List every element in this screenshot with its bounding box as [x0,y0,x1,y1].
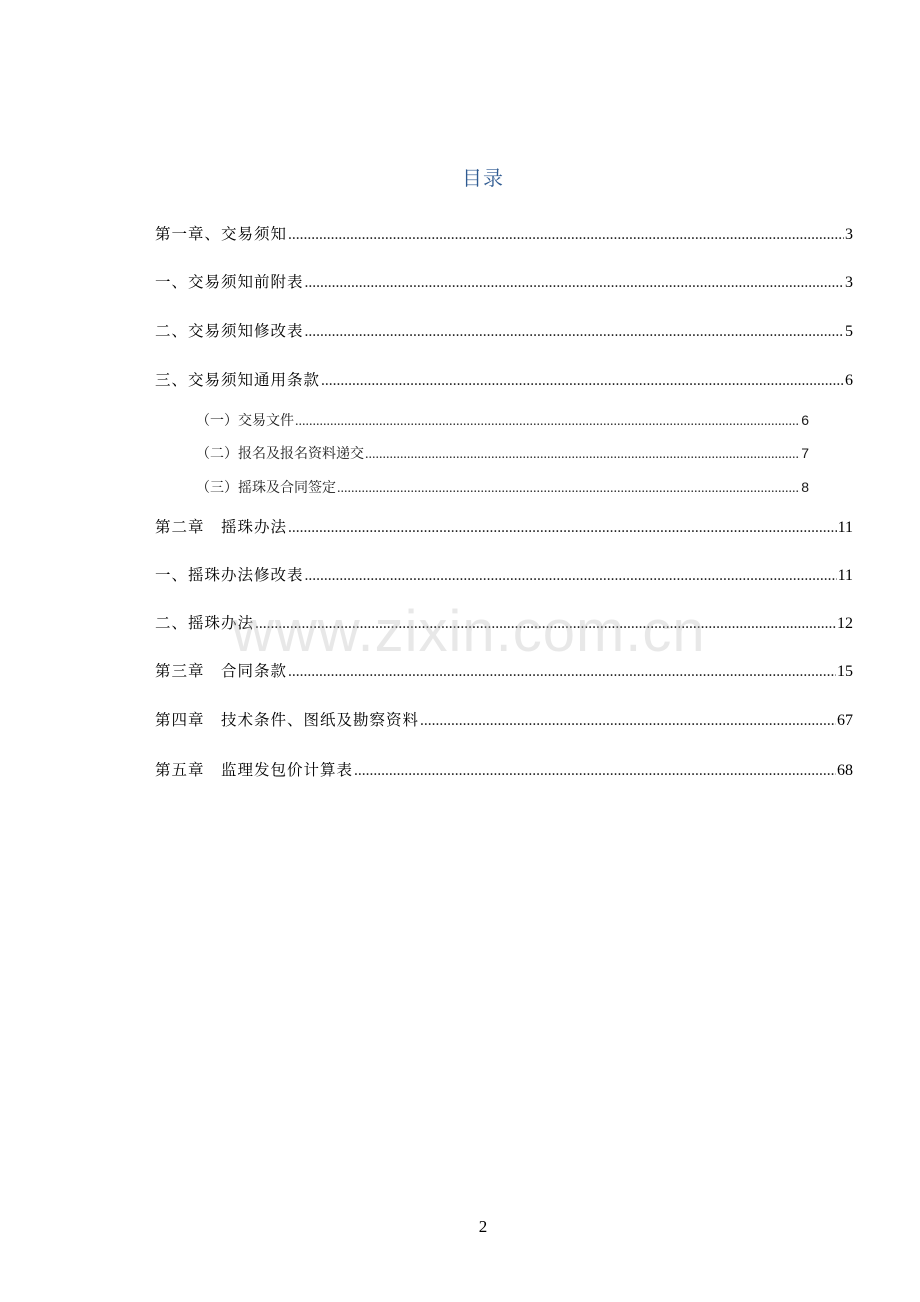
dot-leader [255,615,836,633]
toc-entry-label: （一）交易文件 [196,413,294,429]
toc-entry-label: 第二章 摇珠办法 [155,518,288,536]
toc-entry-label: 二、摇珠办法 [155,614,255,632]
watermark-text: www.zixin.com.cn [232,599,706,664]
toc-entry-label: 第五章 监理发包价计算表 [155,761,354,779]
toc-entry-page: 12 [837,615,853,632]
toc-entry-label: 第三章 合同条款 [155,662,288,680]
dot-leader [295,414,800,430]
dot-leader [288,663,836,681]
toc-subentry[interactable] [196,410,809,430]
dot-leader [305,323,844,341]
dot-leader [337,481,800,497]
toc-entry-page: 11 [837,567,853,584]
toc-entry[interactable] [155,659,853,681]
dot-leader [305,274,844,292]
dot-leader [354,762,836,780]
dot-leader [305,567,837,585]
toc-entry-label: 三、交易须知通用条款 [155,371,321,389]
toc-entry-page: 11 [837,519,853,536]
dot-leader [420,712,836,730]
toc-entry-page: 7 [801,445,809,461]
dot-leader [288,519,837,537]
toc-subentry[interactable] [196,443,809,463]
toc-entry[interactable] [155,563,853,585]
toc-entry[interactable] [155,222,853,244]
toc-entry-label: 第四章 技术条件、图纸及勘察资料 [155,711,420,729]
toc-subentry[interactable] [196,477,809,497]
toc-entry-page: 5 [845,323,853,340]
toc-entry-page: 6 [801,412,809,428]
toc-entry[interactable] [155,515,853,537]
dot-leader [365,447,800,463]
toc-entry-label: 第一章、交易须知 [155,225,288,243]
page-number: 2 [478,1217,488,1236]
toc-entry-label: 二、交易须知修改表 [155,322,304,340]
toc-entry[interactable] [155,758,853,780]
toc-entry-page: 8 [801,479,809,495]
toc-entry[interactable] [155,319,853,341]
toc-entry-page: 68 [837,762,853,779]
toc-entry-page: 15 [837,663,853,680]
toc-entry-label: 一、摇珠办法修改表 [155,566,304,584]
toc-entry-page: 3 [845,226,853,243]
toc-entry-page: 6 [845,372,853,389]
toc-entry[interactable] [155,611,853,633]
toc-entry-label: （二）报名及报名资料递交 [196,446,364,462]
toc-entry-page: 3 [845,274,853,291]
toc-entry-label: （三）摇珠及合同签定 [196,480,336,496]
toc-title: 目录 [462,166,504,190]
toc-entry[interactable] [155,270,853,292]
dot-leader [288,226,844,244]
dot-leader [321,372,844,390]
toc-entry[interactable] [155,708,853,730]
toc-entry[interactable] [155,368,853,390]
toc-entry-label: 一、交易须知前附表 [155,273,304,291]
toc-entry-page: 67 [837,712,853,729]
